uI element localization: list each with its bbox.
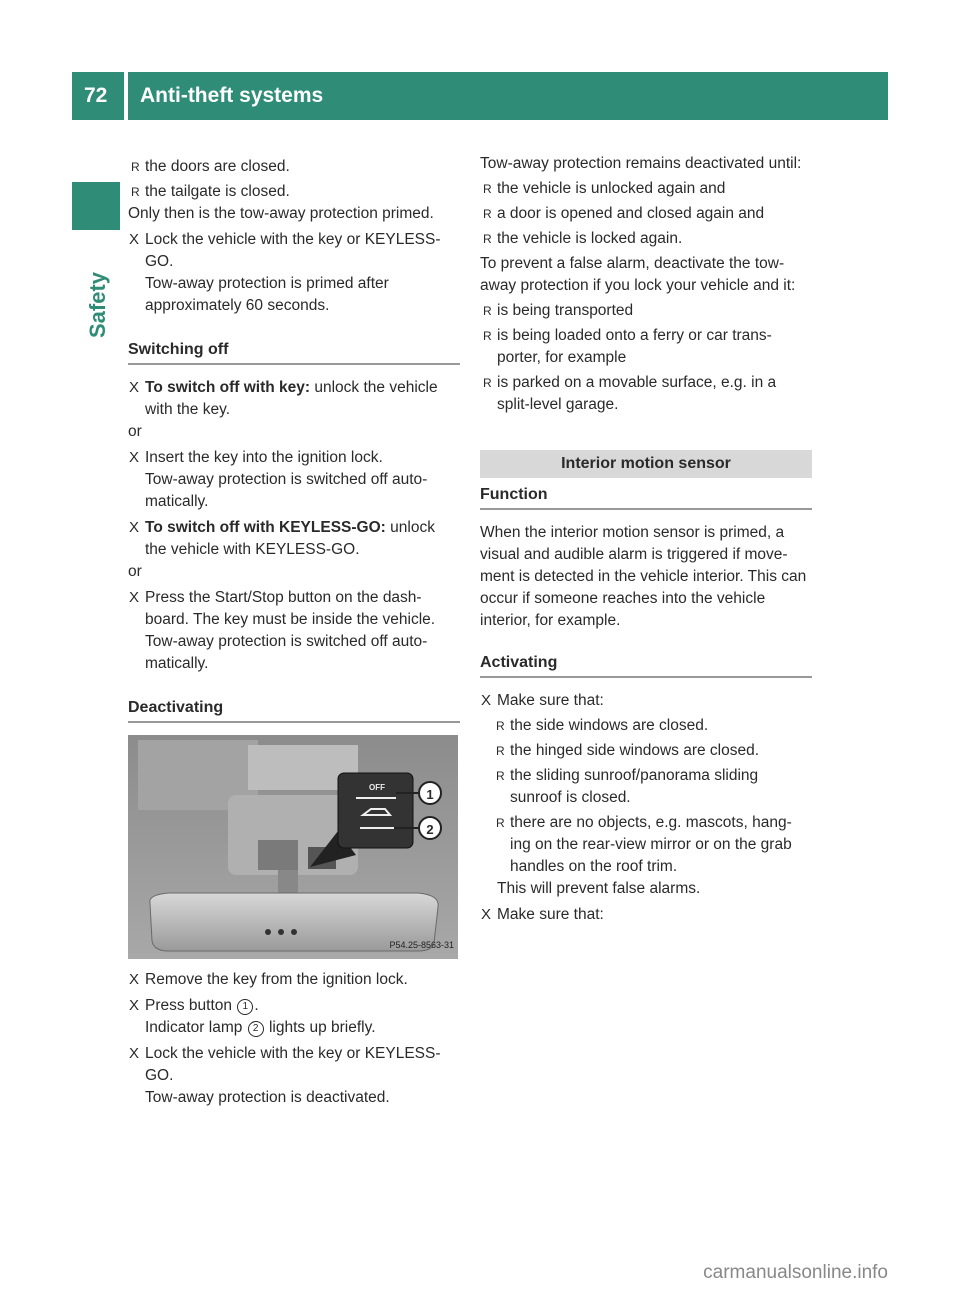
side-tab-label: Safety <box>85 271 110 339</box>
step-item: X Press button 1 . <box>129 997 259 1014</box>
step-result: Tow-away protection is primed after approximately 60 seconds. <box>145 275 389 314</box>
paragraph: Tow-away protection remains deactivated until: <box>480 155 802 172</box>
heading-switching-off: Switching off <box>128 339 460 365</box>
list-item: R the side windows are closed. <box>496 717 709 734</box>
paragraph: When the interior motion sensor is primed, a visual and audible alarm is triggered if move-ment is detected in the vehicle interior. This can occur if someone reaches into the vehicle interior, for example. <box>480 524 807 629</box>
list-item: R the vehicle is unlocked again and <box>483 180 726 197</box>
step-item: X To switch off with KEYLESS-GO: unlock the vehicle with KEYLESS-GO. <box>129 519 435 558</box>
step-item: X Lock the vehicle with the key or KEYLESS-GO. <box>129 1045 441 1084</box>
section-title: Anti-theft systems <box>140 84 324 107</box>
callout-ref-1: 1 <box>237 999 253 1015</box>
step-result: Tow-away protection is switched off auto-matically. <box>145 471 428 510</box>
right-column <box>480 153 812 926</box>
rear-view-mirror-figure <box>128 735 458 959</box>
watermark: carmanualsonline.info <box>703 1262 888 1283</box>
step-result: Indicator lamp 2 lights up briefly. <box>145 1019 376 1036</box>
section-header <box>128 72 888 120</box>
or-text: or <box>128 423 142 440</box>
list-item: R the hinged side windows are closed. <box>496 742 760 759</box>
step-result: Tow-away protection is switched off auto-matically. <box>145 633 428 672</box>
step-item: X Make sure that: <box>481 906 604 923</box>
step-item: X Lock the vehicle with the key or KEYLESS-GO. <box>129 231 441 270</box>
callout-1: 1 <box>426 787 434 802</box>
list-item: R is parked on a movable surface, e.g. in a split-level garage. <box>483 374 777 413</box>
step-result: This will prevent false alarms. <box>497 880 701 897</box>
paragraph: To prevent a false alarm, deactivate the tow-away protection if you lock your vehicle and it: <box>480 255 796 294</box>
callout-ref-2: 2 <box>248 1021 264 1037</box>
or-text: or <box>128 563 142 580</box>
page-number: 72 <box>84 84 108 107</box>
list-item: R there are no objects, e.g. mascots, hang-ing on the rear-view mirror or on the grab handles on the roof trim. <box>496 814 792 875</box>
list-item: R a door is opened and closed again and <box>483 205 765 222</box>
list-item: R is being loaded onto a ferry or car trans-porter, for example <box>483 327 772 366</box>
side-tab-block <box>72 182 120 230</box>
step-result: Tow-away protection is deactivated. <box>145 1089 390 1106</box>
list-item: R the vehicle is locked again. <box>483 230 683 247</box>
left-column <box>128 153 460 1109</box>
list-item: R the tailgate is closed. <box>131 183 290 200</box>
step-item: X Insert the key into the ignition lock. <box>129 449 383 466</box>
step-item: X Remove the key from the ignition lock. <box>129 971 408 988</box>
step-item: X Make sure that: <box>481 692 604 709</box>
heading-function: Function <box>480 484 812 510</box>
step-item: X Press the Start/Stop button on the dash-board. The key must be inside the vehicle. <box>129 589 436 628</box>
heading-interior-motion-sensor: Interior motion sensor <box>480 450 812 478</box>
heading-activating: Activating <box>480 652 812 678</box>
figure-code: P54.25-8563-31 <box>389 940 454 950</box>
heading-deactivating: Deactivating <box>128 697 460 723</box>
off-label: OFF <box>369 783 385 792</box>
list-item: R the doors are closed. <box>131 158 290 175</box>
paragraph: Only then is the tow-away protection primed. <box>128 205 434 222</box>
page-number-block <box>72 72 124 120</box>
callout-2: 2 <box>426 822 434 837</box>
list-item: R is being transported <box>483 302 634 319</box>
list-item: R the sliding sunroof/panorama sliding sunroof is closed. <box>496 767 759 806</box>
mirror-illustration <box>128 735 458 959</box>
step-item: X To switch off with key: unlock the vehicle with the key. <box>129 379 438 418</box>
